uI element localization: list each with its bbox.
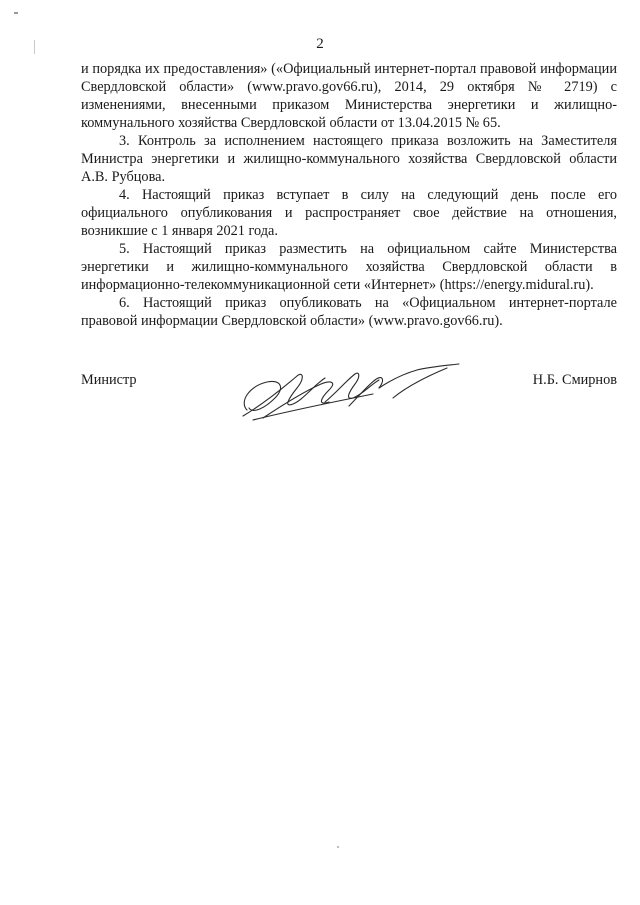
paragraph-item-6: 6. Настоящий приказ опубликовать на «Официальном интернет-портале правовой информации Свердловской области» (www.pravo.gov66.ru). bbox=[81, 295, 617, 329]
signer-name: Н.Б. Смирнов bbox=[532, 372, 617, 388]
signature-block bbox=[81, 372, 617, 442]
scan-artifact bbox=[34, 40, 35, 54]
paragraph-item-4: 4. Настоящий приказ вступает в силу на следующий день после его официального опубликования и распространяет свое действие на отношения, возникшие с 1 января 2021 года. bbox=[81, 187, 617, 239]
paragraph-item-5: 5. Настоящий приказ разместить на официальном сайте Министерства энергетики и жилищно-коммунального хозяйства Свердловской области в информационно-телекоммуникационной сети «Интернет» (https://energy.midural.ru). bbox=[81, 241, 617, 293]
paragraph-item-3: 3. Контроль за исполнением настоящего приказа возложить на Заместителя Министра энергетики и жилищно-коммунального хозяйства Свердловской области А.В. Рубцова. bbox=[81, 133, 617, 185]
document-body bbox=[81, 60, 617, 330]
page-number: 2 bbox=[316, 36, 324, 52]
scan-artifact bbox=[14, 12, 18, 14]
signer-title: Министр bbox=[81, 372, 137, 388]
scan-artifact bbox=[337, 846, 339, 848]
paragraph-continuation: и порядка их предоставления» («Официальный интернет-портал правовой информации Свердловской области» (www.pravo.gov66.ru), 2014, 29 октября № 2719) с изменениями, внесенными приказом Министерства энергетики и жилищно-коммунального хозяйства Свердловской области от 13.04.2015 № 65. bbox=[81, 61, 617, 131]
handwritten-signature bbox=[233, 358, 473, 428]
